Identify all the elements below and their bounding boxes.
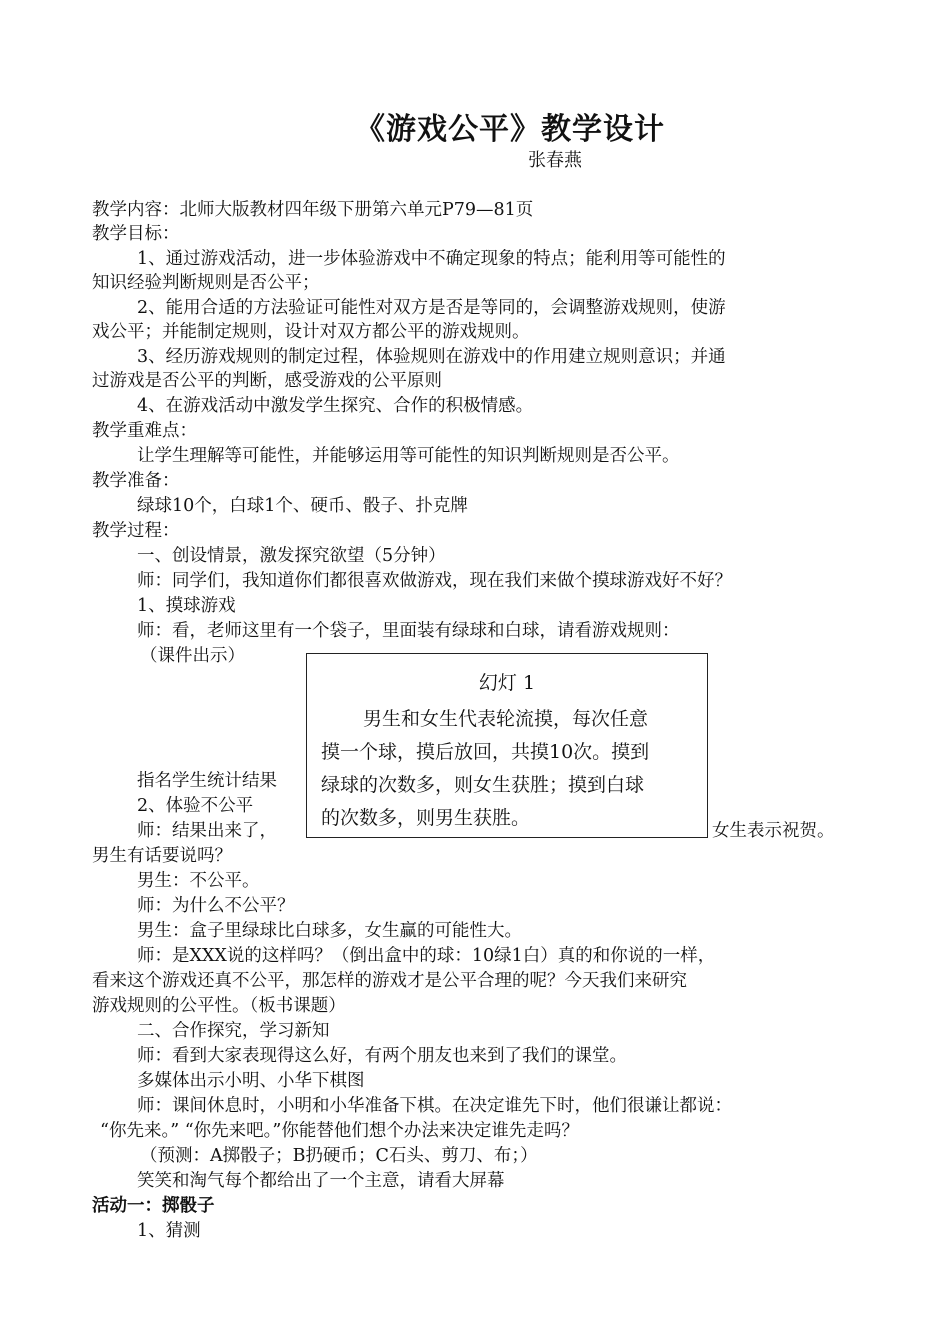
content-line: 一、创设情景，激发探究欲望（5分钟） [137,546,446,566]
content-line: 戏公平；并能制定规则，设计对双方都公平的游戏规则。 [92,322,530,342]
content-line: 绿球10个，白球1个、硬币、骰子、扑克牌 [137,496,468,516]
content-line: 让学生理解等可能性，并能够运用等可能性的知识判断规则是否公平。 [137,446,680,466]
section-heading: 教学过程： [92,521,180,541]
slide-title: 幻灯 1 [478,672,536,694]
content-line: 师：同学们，我知道你们都很喜欢做游戏，现在我们来做个摸球游戏好不好？ [137,571,732,591]
slide-line: 的次数多，则男生获胜。 [321,807,531,829]
page-title: 《游戏公平》教学设计 [355,112,665,147]
content-line: 看来这个游戏还真不公平，那怎样的游戏才是公平合理的呢？今天我们来研究 [92,971,687,991]
content-line: 男生：盒子里绿球比白球多，女生赢的可能性大。 [137,921,522,941]
content-line: （课件出示） [140,646,245,666]
slide-line: 摸一个球，摸后放回，共摸10次。摸到 [321,741,650,763]
content-line: 2、体验不公平 [137,796,254,816]
activity-heading: 活动一：掷骰子 [92,1196,215,1216]
content-line: 师：结果出来了， [137,821,277,841]
slide-line: 绿球的次数多，则女生获胜；摸到白球 [321,774,645,796]
content-line: （预测：A掷骰子；B扔硬币；C石头、剪刀、布；） [140,1146,538,1166]
content-line: 指名学生统计结果 [137,771,277,791]
content-line: 2、能用合适的方法验证可能性对双方是否是等同的，会调整游戏规则，使游 [137,298,726,318]
content-line: 4、在游戏活动中激发学生探究、合作的积极情感。 [137,396,534,416]
content-line: 1、摸球游戏 [137,596,236,616]
content-line: 1、猜测 [137,1221,201,1241]
content-line: 3、经历游戏规则的制定过程，体验规则在游戏中的作用建立规则意识；并通 [137,347,726,367]
content-line: 多媒体出示小明、小华下棋图 [137,1071,365,1091]
section-heading: 教学重难点： [92,421,197,441]
content-line: 1、通过游戏活动，进一步体验游戏中不确定现象的特点；能利用等可能性的 [137,249,726,269]
slide-box [306,653,708,838]
content-line: 知识经验判断规则是否公平； [92,273,320,293]
section-heading: 教学准备： [92,471,180,491]
content-line: 过游戏是否公平的判断，感受游戏的公平原则 [92,371,442,391]
content-line: “你先来。” “你先来吧。”你能替他们想个办法来决定谁先走吗？ [100,1121,579,1141]
content-line: 笑笑和淘气每个都给出了一个主意，请看大屏幕 [137,1171,505,1191]
content-line: 二、合作探究，学习新知 [137,1021,330,1041]
content-line: 男生：不公平。 [137,871,260,891]
author-name: 张春燕 [528,150,582,171]
content-line: 女生表示祝贺。 [712,821,835,841]
section-heading: 教学目标： [92,224,180,244]
content-line: 师：看，老师这里有一个袋子，里面装有绿球和白球，请看游戏规则： [137,621,680,641]
content-line: 游戏规则的公平性。（板书课题） [92,996,346,1016]
content-line: 师：为什么不公平？ [137,896,295,916]
slide-line: 男生和女生代表轮流摸，每次任意 [363,708,649,730]
content-line: 师：课间休息时，小明和小华准备下棋。在决定谁先下时，他们很谦让都说： [137,1096,732,1116]
content-line: 师：是XXX说的这样吗？（倒出盒中的球：10绿1白）真的和你说的一样， [137,946,716,966]
content-line: 男生有话要说吗？ [92,846,232,866]
content-line: 师：看到大家表现得这么好，有两个朋友也来到了我们的课堂。 [137,1046,627,1066]
content-line: 教学内容：北师大版教材四年级下册第六单元P79—81页 [92,200,534,220]
